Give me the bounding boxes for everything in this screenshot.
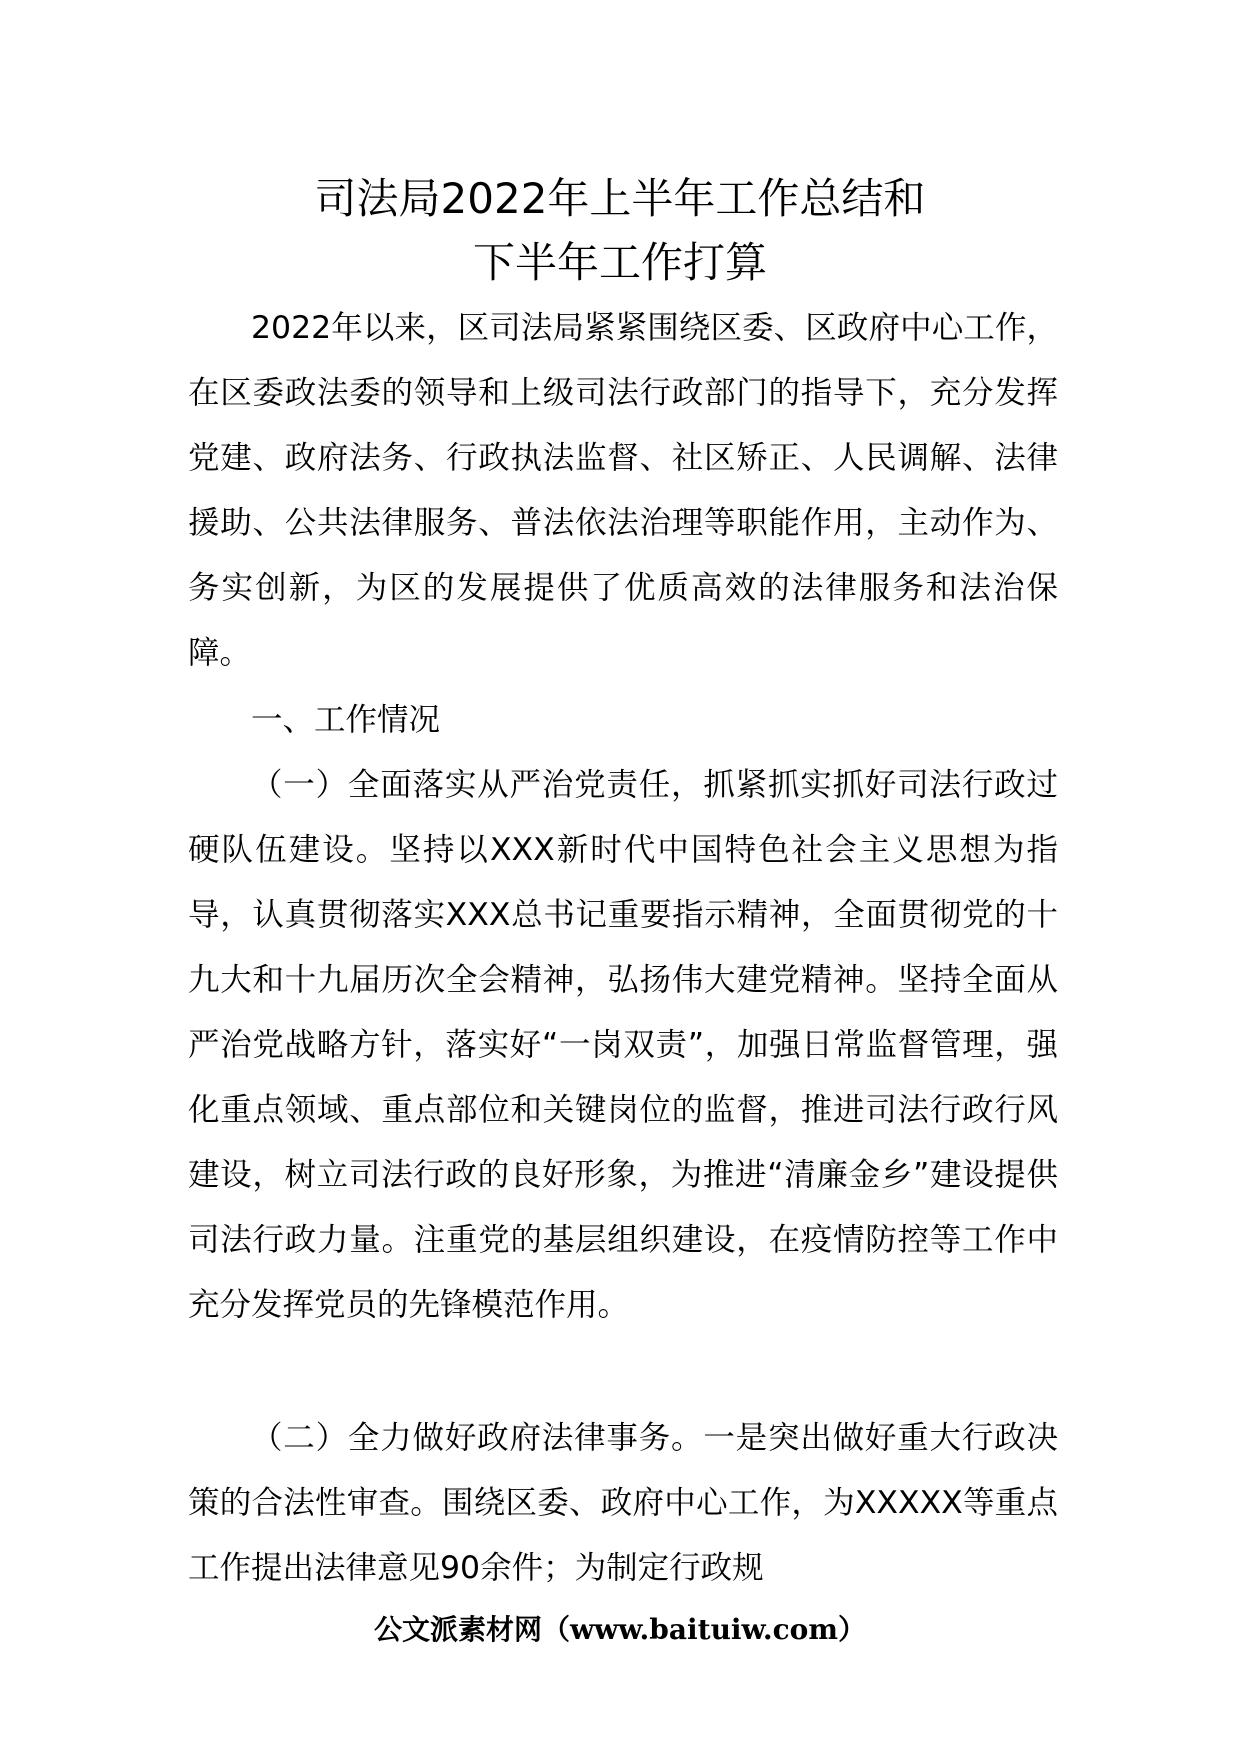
document-title-line-2: 下半年工作打算: [472, 238, 767, 287]
paragraph-legal-affairs: [188, 1406, 1058, 1601]
paragraph-text: 2022年以来，区司法局紧紧围绕区委、区政府中心工作，在区委政法委的领导和上级司法行政部门的指导下，充分发挥党建、政府法务、行政执法监督、社区矫正、人民调解、法律援助、公共法律服务、普法依法治理等职能作用，主动作为、务实创新，为区的发展提供了优质高效的法律服务和法治保障。: [188, 310, 1058, 671]
paragraph-text: （一）全面落实从严治党责任，抓紧抓实抓好司法行政过硬队伍建设。坚持以XXX新时代中国特色社会主义思想为指导，认真贯彻落实XXX总书记重要指示精神，全面贯彻党的十九大和十九届历次全会精神，弘扬伟大建党精神。坚持全面从严治党战略方针，落实好“一岗双责”，加强日常监督管理，强化重点领域、重点部位和关键岗位的监督，推进司法行政行风建设，树立司法行政的良好形象，为推进“清廉金乡”建设提供司法行政力量。注重党的基层组织建设，在疫情防控等工作中充分发挥党员的先锋模范作用。: [188, 767, 1058, 1323]
paragraph-text: （二）全力做好政府法律事务。一是突出做好重大行政决策的合法性审查。围绕区委、政府中心工作，为XXXXX等重点工作提出法律意见90余件；为制定行政规: [188, 1420, 1058, 1586]
section-heading: [188, 688, 1058, 753]
footer-watermark: 公文派素材网（www.baituiw.com）: [374, 1613, 866, 1646]
paragraph-intro: [188, 296, 1058, 686]
paragraph-party-building: [188, 753, 1058, 1338]
document-title-line-1: 司法局2022年上半年工作总结和: [314, 174, 926, 223]
section-heading-text: 一、工作情况: [251, 702, 441, 738]
